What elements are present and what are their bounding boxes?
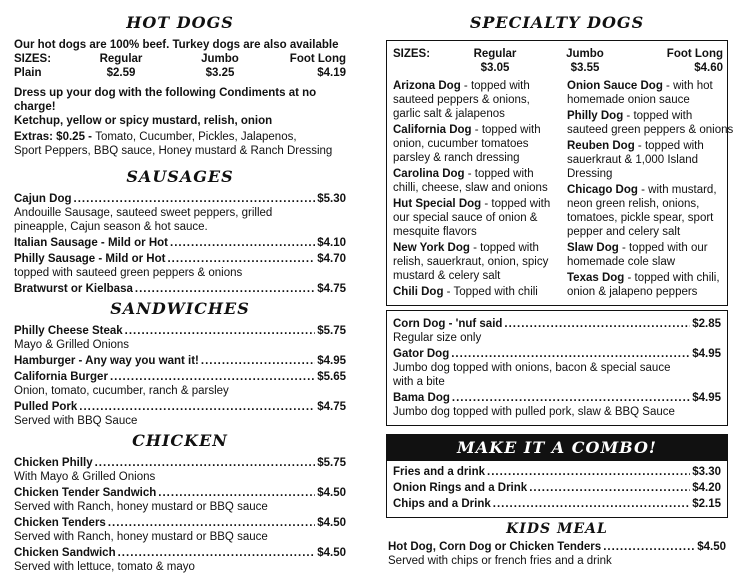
menu-item — [14, 324, 346, 352]
chicken-title: CHICKEN — [132, 431, 228, 450]
combo-title: MAKE IT A COMBO! — [387, 435, 727, 461]
sausages-list — [14, 192, 346, 296]
specialty-item-desc: - topped with — [623, 110, 693, 122]
menu-item-price: $4.50 — [317, 547, 346, 559]
menu-item-row — [393, 465, 721, 479]
menu-item-desc: Mayo & Grilled Onions — [14, 339, 130, 351]
more-dogs-box — [386, 310, 728, 426]
specialty-right-list — [567, 79, 735, 301]
menu-item-desc: Served with Ranch, honey mustard or BBQ sauce — [14, 531, 268, 543]
specialty-item-name: Philly Dog — [567, 110, 624, 122]
specialty-item-desc: - topped with — [634, 140, 704, 152]
menu-item-price: $4.20 — [692, 482, 721, 494]
menu-item-price: $4.50 — [317, 487, 346, 499]
sandwiches-title: SANDWICHES — [110, 299, 250, 318]
menu-item-desc: with a bite — [393, 376, 445, 388]
specialty-title: SPECIALTY DOGS — [469, 13, 645, 32]
specialty-item-desc: mesquite flavors — [393, 226, 477, 238]
menu-item-row — [14, 486, 346, 500]
extras — [14, 130, 346, 144]
specialty-item-name: Carolina Dog — [393, 168, 465, 180]
menu-item-name: Fries and a drink — [393, 466, 486, 478]
kids-meal-name: Hot Dog, Corn Dog or Chicken Tenders — [388, 541, 602, 553]
extras-label: Extras: $0.25 - — [14, 131, 96, 143]
menu-item-price: $4.75 — [317, 401, 346, 413]
specialty-item-desc: - topped with chili, — [624, 272, 720, 284]
specialty-item — [567, 79, 735, 107]
kids-meal-desc: Served with chips or french fries and a drink — [388, 555, 612, 567]
leader-dots — [201, 354, 315, 368]
leader-dots — [79, 400, 315, 414]
combo-box — [386, 434, 728, 518]
menu-item-row — [14, 370, 346, 384]
size-jumbo: Jumbo — [201, 53, 239, 65]
specialty-size-foot-long: Foot Long — [666, 48, 723, 60]
menu-item-name: Philly Cheese Steak — [14, 325, 123, 337]
sizes-label: SIZES: — [14, 53, 52, 65]
menu-item-row — [14, 546, 346, 560]
menu-item-price: $4.50 — [317, 517, 346, 529]
specialty-item-name: Arizona Dog — [393, 80, 461, 92]
menu-item-price: $4.10 — [317, 237, 346, 249]
menu-item-row — [14, 192, 346, 206]
specialty-item-desc: - topped with — [481, 198, 551, 210]
chicken-list — [14, 456, 346, 574]
menu-item-price: $4.70 — [317, 253, 346, 265]
more-dogs-list — [393, 317, 721, 419]
specialty-price-regular: $3.05 — [480, 62, 510, 74]
specialty-item — [393, 285, 561, 299]
menu-item-name: Hamburger - Any way you want it! — [14, 355, 199, 367]
menu-item-row — [14, 252, 346, 266]
menu-item-name: Corn Dog - 'nuf said — [393, 318, 503, 330]
specialty-item — [393, 197, 561, 239]
leader-dots — [493, 497, 690, 511]
menu-item-name: Italian Sausage - Mild or Hot — [14, 237, 168, 249]
kids-title: KIDS MEAL — [506, 521, 608, 537]
menu-item — [393, 347, 721, 389]
specialty-item-name: New York Dog — [393, 242, 470, 254]
menu-item-desc: Served with lettuce, tomato & mayo — [14, 561, 195, 573]
menu-item — [14, 252, 346, 280]
sandwiches-list — [14, 324, 346, 428]
kids-meal-row — [386, 540, 728, 554]
specialty-left-list — [393, 79, 561, 301]
specialty-item — [567, 241, 735, 269]
menu-item-name: Chips and a Drink — [393, 498, 491, 510]
specialty-box — [386, 40, 734, 306]
menu-item-desc: Onion, tomato, cucumber, ranch & parsley — [14, 385, 229, 397]
right-column — [386, 0, 734, 568]
menu-item-desc: Jumbo dog topped with onions, bacon & special sauce — [393, 362, 671, 374]
menu-item-desc: Regular size only — [393, 332, 482, 344]
specialty-size-jumbo: Jumbo — [566, 48, 604, 60]
left-column — [14, 0, 346, 576]
leader-dots — [452, 391, 690, 405]
menu-item — [393, 317, 721, 345]
specialty-item-name: Reuben Dog — [567, 140, 635, 152]
leader-dots — [451, 347, 690, 361]
menu-item-name: Onion Rings and a Drink — [393, 482, 528, 494]
menu-item — [14, 456, 346, 484]
specialty-item-desc: mustard & celery salt — [393, 270, 501, 282]
menu-item — [14, 400, 346, 428]
specialty-item-desc: Dressing — [567, 168, 613, 180]
menu-item-price: $2.85 — [692, 318, 721, 330]
menu-item — [14, 354, 346, 368]
menu-item-price: $4.95 — [317, 355, 346, 367]
specialty-item-name: Chicago Dog — [567, 184, 638, 196]
specialty-item — [567, 139, 735, 181]
specialty-item-desc: - Topped with chili — [443, 286, 538, 298]
leader-dots — [529, 481, 690, 495]
specialty-item-desc: chilli, cheese, slaw and onions — [393, 182, 548, 194]
menu-item-row — [14, 400, 346, 414]
menu-item-price: $5.75 — [317, 325, 346, 337]
specialty-item — [567, 183, 735, 239]
menu-item-name: Chicken Sandwich — [14, 547, 116, 559]
leader-dots — [125, 324, 316, 338]
leader-dots — [118, 546, 316, 560]
menu-item-row — [393, 481, 721, 495]
specialty-item-desc: tomatoes, pickle spear, sport — [567, 212, 714, 224]
specialty-item-desc: onion & jalapeno peppers — [567, 286, 698, 298]
specialty-item — [393, 241, 561, 283]
specialty-item-desc: garlic salt & jalapenos — [393, 108, 505, 120]
menu-item-price: $3.30 — [692, 466, 721, 478]
menu-item — [393, 465, 721, 479]
specialty-item-desc: homemade onion sauce — [567, 94, 690, 106]
menu-item-row — [14, 282, 346, 296]
leader-dots — [167, 252, 315, 266]
specialty-item-desc: - topped with our — [618, 242, 708, 254]
menu-item-row — [14, 324, 346, 338]
specialty-item-name: California Dog — [393, 124, 472, 136]
plain-price-regular: $2.59 — [106, 67, 136, 79]
menu-item-row — [393, 497, 721, 511]
menu-item-row — [14, 516, 346, 530]
leader-dots — [504, 317, 690, 331]
specialty-item-desc: relish, sauerkraut, onion, spicy — [393, 256, 549, 268]
specialty-item-desc: - topped with — [460, 80, 530, 92]
menu-item — [14, 192, 346, 234]
menu-item-name: Pulled Pork — [14, 401, 78, 413]
extras-line2: Sport Peppers, BBQ sauce, Honey mustard & Ranch Dressing — [14, 145, 333, 157]
specialty-item — [393, 123, 561, 165]
specialty-item-name: Slaw Dog — [567, 242, 619, 254]
menu-item — [14, 236, 346, 250]
hot-dogs-intro: Our hot dogs are 100% beef. Turkey dogs are also available — [14, 39, 339, 51]
menu-item-row — [14, 354, 346, 368]
specialty-price-foot-long: $4.60 — [694, 62, 723, 74]
combo-list — [387, 461, 727, 517]
size-foot-long: Foot Long — [289, 53, 346, 65]
menu-item-price: $4.75 — [317, 283, 346, 295]
leader-dots — [603, 540, 695, 554]
leader-dots — [95, 456, 316, 470]
menu-item — [14, 370, 346, 398]
condiments-line2: Ketchup, yellow or spicy mustard, relish, onion — [14, 115, 273, 127]
specialty-item-desc: parsley & ranch dressing — [393, 152, 520, 164]
menu-item-name: Cajun Dog — [14, 193, 72, 205]
specialty-item — [567, 109, 735, 137]
specialty-item-name: Hut Special Dog — [393, 198, 482, 210]
specialty-item-name: Onion Sauce Dog — [567, 80, 663, 92]
leader-dots — [108, 516, 315, 530]
menu-item-name: Philly Sausage - Mild or Hot — [14, 253, 166, 265]
menu-item — [393, 497, 721, 511]
leader-dots — [110, 370, 315, 384]
menu-item-desc: With Mayo & Grilled Onions — [14, 471, 156, 483]
sausages-title: SAUSAGES — [126, 167, 234, 186]
menu-item — [393, 481, 721, 495]
leader-dots — [135, 282, 315, 296]
specialty-item-desc: onion, cucumber tomatoes — [393, 138, 529, 150]
specialty-item-desc: - topped with — [471, 124, 541, 136]
specialty-item-desc: sauteed peppers & onions, — [393, 94, 530, 106]
menu-item-price: $4.95 — [692, 392, 721, 404]
specialty-item-desc: - topped with — [464, 168, 534, 180]
specialty-item-desc: pepper and celery salt — [567, 226, 681, 238]
specialty-sizes — [393, 47, 721, 75]
specialty-item — [393, 167, 561, 195]
specialty-item-desc: - with mustard, — [637, 184, 717, 196]
leader-dots — [170, 236, 315, 250]
specialty-price-jumbo: $3.55 — [570, 62, 600, 74]
leader-dots — [158, 486, 315, 500]
menu-item-desc: Served with Ranch, honey mustard or BBQ sauce — [14, 501, 268, 513]
plain-price-jumbo: $3.25 — [205, 67, 235, 79]
menu-item-row — [393, 347, 721, 361]
specialty-item-desc: - topped with — [469, 242, 539, 254]
menu-item — [14, 546, 346, 574]
plain-price-foot-long: $4.19 — [317, 67, 346, 79]
menu-item-desc: Andouille Sausage, sauteed sweet peppers, grilled — [14, 207, 273, 219]
specialty-size-regular: Regular — [473, 48, 517, 60]
menu-item-name: Bratwurst or Kielbasa — [14, 283, 133, 295]
menu-item-name: California Burger — [14, 371, 108, 383]
specialty-grid — [393, 79, 734, 301]
specialty-item-name: Chili Dog — [393, 286, 444, 298]
specialty-item-desc: sauerkraut & 1,000 Island — [567, 154, 699, 166]
menu-item-name: Chicken Tender Sandwich — [14, 487, 157, 499]
menu-item — [393, 391, 721, 419]
specialty-item — [567, 271, 735, 299]
menu-item-price: $4.95 — [692, 348, 721, 360]
menu-item-row — [14, 236, 346, 250]
condiments-line1: Dress up your dog with the following Condiments at no charge! — [14, 87, 317, 113]
leader-dots — [487, 465, 690, 479]
menu-item-desc: Jumbo dog topped with pulled pork, slaw & BBQ Sauce — [393, 406, 675, 418]
specialty-item-desc: our special sauce of onion & — [393, 212, 538, 224]
hot-dogs-sizes — [14, 52, 346, 80]
menu-item — [14, 282, 346, 296]
specialty-sizes-label: SIZES: — [393, 48, 431, 60]
menu-item-price: $5.65 — [317, 371, 346, 383]
menu-item — [14, 486, 346, 514]
menu-item-price: $5.75 — [317, 457, 346, 469]
menu-item-desc: topped with sauteed green peppers & onions — [14, 267, 243, 279]
menu-item-row — [393, 317, 721, 331]
specialty-item-desc: - with hot — [662, 80, 713, 92]
specialty-item-desc: sauteed green peppers & onions — [567, 124, 734, 136]
menu-item-name: Chicken Tenders — [14, 517, 106, 529]
specialty-item-name: Texas Dog — [567, 272, 625, 284]
specialty-item-desc: neon green relish, onions, — [567, 198, 700, 210]
menu-item-name: Chicken Philly — [14, 457, 93, 469]
menu-item-name: Gator Dog — [393, 348, 450, 360]
menu-item-row — [393, 391, 721, 405]
extras-line1: Tomato, Cucumber, Pickles, Jalapenos, — [95, 131, 297, 143]
menu-item-desc: Served with BBQ Sauce — [14, 415, 138, 427]
specialty-item-desc: homemade cole slaw — [567, 256, 676, 268]
leader-dots — [74, 192, 316, 206]
hot-dogs-title: HOT DOGS — [126, 13, 234, 32]
menu-item — [14, 516, 346, 544]
menu-item-desc: pineapple, Cajun season & hot sauce. — [14, 221, 208, 233]
size-regular: Regular — [99, 53, 143, 65]
specialty-item — [393, 79, 561, 121]
menu-item-row — [14, 456, 346, 470]
kids-meal-price: $4.50 — [697, 541, 726, 553]
menu-item-price: $2.15 — [692, 498, 721, 510]
menu-item-name: Bama Dog — [393, 392, 450, 404]
menu-item-price: $5.30 — [317, 193, 346, 205]
plain-label: Plain — [14, 67, 42, 79]
